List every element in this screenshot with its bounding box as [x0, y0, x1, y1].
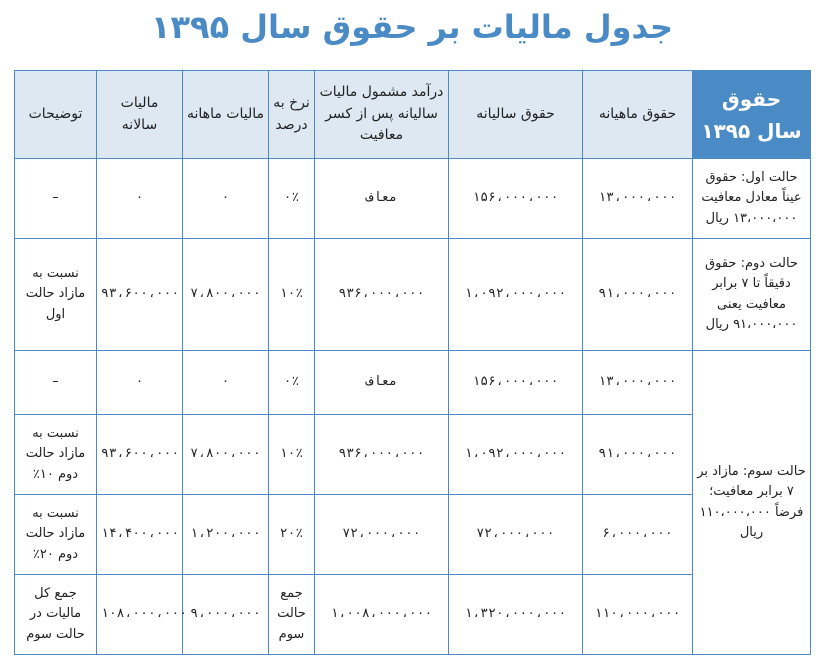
annual-tax-cell: ۹۳،۶۰۰،۰۰۰: [97, 415, 183, 495]
rate-cell: ۲۰٪: [269, 495, 315, 575]
rate-cell: ۰٪: [269, 351, 315, 415]
rate-cell: ۱۰٪: [269, 415, 315, 495]
monthly-salary-cell: ۱۳،۰۰۰،۰۰۰: [583, 159, 693, 239]
case-3-label: حالت سوم: مازاد بر ۷ برابر معافیت؛ فرضاً ۱۱۰،۰۰۰،۰۰۰ ریال: [693, 351, 811, 655]
taxable-income-cell: ۹۳۶،۰۰۰،۰۰۰: [315, 415, 449, 495]
notes-cell: نسبت به مازاد حالت اول: [15, 239, 97, 351]
notes-cell: نسبت به مازاد حالت دوم ۱۰٪: [15, 415, 97, 495]
annual-salary-cell: ۱۵۶،۰۰۰،۰۰۰: [449, 159, 583, 239]
monthly-salary-cell: ۱۳،۰۰۰،۰۰۰: [583, 351, 693, 415]
monthly-salary-cell: ۱۱۰،۰۰۰،۰۰۰: [583, 575, 693, 655]
monthly-tax-cell: ۰: [183, 351, 269, 415]
taxable-income-cell: معاف: [315, 351, 449, 415]
table-row: [15, 351, 811, 415]
rate-cell: ۱۰٪: [269, 239, 315, 351]
case-1-label: حالت اول: حقوق عیناً معادل معافیت ۱۳،۰۰۰،۰۰۰ ریال: [693, 159, 811, 239]
taxable-income-cell: ۹۳۶،۰۰۰،۰۰۰: [315, 239, 449, 351]
tax-table: [14, 70, 811, 655]
notes-cell: –: [15, 351, 97, 415]
header-taxable-income: درآمد مشمول مالیات سالیانه پس از کسر معافیت: [315, 71, 449, 159]
taxable-income-cell: معاف: [315, 159, 449, 239]
taxable-income-cell: ۱،۰۰۸،۰۰۰،۰۰۰: [315, 575, 449, 655]
annual-salary-cell: ۱،۰۹۲،۰۰۰،۰۰۰: [449, 415, 583, 495]
case-2-label: حالت دوم: حقوق دقیقاً تا ۷ برابر معافیت یعنی ۹۱،۰۰۰،۰۰۰ ریال: [693, 239, 811, 351]
table-row: [15, 239, 811, 351]
notes-cell: –: [15, 159, 97, 239]
table-row: [15, 415, 811, 495]
rate-cell: ۰٪: [269, 159, 315, 239]
notes-cell: جمع کل مالیات در حالت سوم: [15, 575, 97, 655]
header-row: [15, 71, 811, 159]
header-annual-tax: مالیات سالانه: [97, 71, 183, 159]
table-row: [15, 575, 811, 655]
monthly-tax-cell: ۰: [183, 159, 269, 239]
header-year: حقوق سال ۱۳۹۵: [693, 71, 811, 159]
table-row: [15, 159, 811, 239]
monthly-salary-cell: ۶،۰۰۰،۰۰۰: [583, 495, 693, 575]
notes-cell: نسبت به مازاد حالت دوم ۲۰٪: [15, 495, 97, 575]
annual-tax-cell: ۹۳،۶۰۰،۰۰۰: [97, 239, 183, 351]
annual-salary-cell: ۱۵۶،۰۰۰،۰۰۰: [449, 351, 583, 415]
annual-tax-cell: ۱۰۸،۰۰۰،۰۰۰: [97, 575, 183, 655]
annual-tax-cell: ۰: [97, 351, 183, 415]
annual-salary-cell: ۱،۰۹۲،۰۰۰،۰۰۰: [449, 239, 583, 351]
header-notes: توضیحات: [15, 71, 97, 159]
monthly-salary-cell: ۹۱،۰۰۰،۰۰۰: [583, 415, 693, 495]
monthly-tax-cell: ۷،۸۰۰،۰۰۰: [183, 415, 269, 495]
monthly-tax-cell: ۹،۰۰۰،۰۰۰: [183, 575, 269, 655]
annual-salary-cell: ۱،۳۲۰،۰۰۰،۰۰۰: [449, 575, 583, 655]
monthly-salary-cell: ۹۱،۰۰۰،۰۰۰: [583, 239, 693, 351]
taxable-income-cell: ۷۲،۰۰۰،۰۰۰: [315, 495, 449, 575]
header-rate: نرخ به درصد: [269, 71, 315, 159]
annual-salary-cell: ۷۲،۰۰۰،۰۰۰: [449, 495, 583, 575]
monthly-tax-cell: ۷،۸۰۰،۰۰۰: [183, 239, 269, 351]
header-monthly-salary: حقوق ماهیانه: [583, 71, 693, 159]
rate-cell: جمع حالت سوم: [269, 575, 315, 655]
table-row: [15, 495, 811, 575]
page-title: جدول مالیات بر حقوق سال ۱۳۹۵: [150, 8, 674, 46]
annual-tax-cell: ۱۴،۴۰۰،۰۰۰: [97, 495, 183, 575]
annual-tax-cell: ۰: [97, 159, 183, 239]
monthly-tax-cell: ۱،۲۰۰،۰۰۰: [183, 495, 269, 575]
header-monthly-tax: مالیات ماهانه: [183, 71, 269, 159]
header-annual-salary: حقوق سالیانه: [449, 71, 583, 159]
